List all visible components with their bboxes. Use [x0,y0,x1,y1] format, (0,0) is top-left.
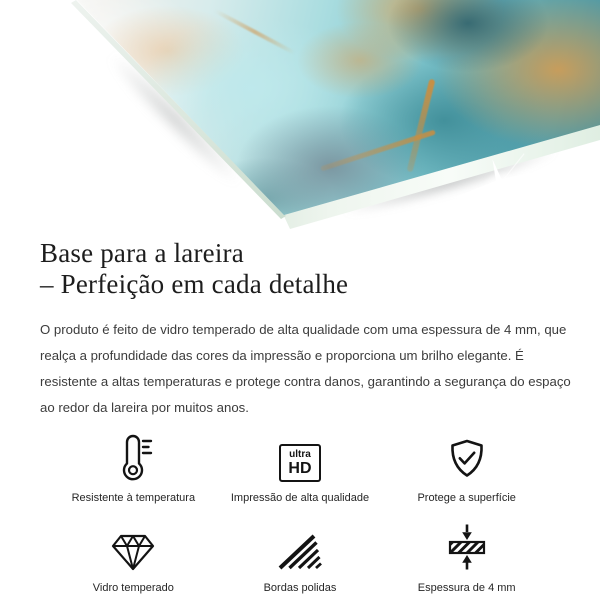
thickness-icon [445,524,489,572]
title-line-1: Base para a lareira [40,238,244,268]
gold-vein [320,130,436,172]
feature-label: Impressão de alta qualidade [230,492,370,505]
feature-print-quality [217,434,384,504]
diamond-icon [110,524,156,572]
feature-label: Bordas polidas [263,582,337,595]
feature-label: Protege a superfície [417,492,516,505]
gold-vein [214,9,295,55]
feature-tempered-glass [50,524,217,594]
sparkle-icon [438,148,568,225]
thermometer-icon [111,434,155,482]
feature-temperature [50,434,217,504]
ultra-hd-icon [279,434,321,482]
product-info-section [0,232,600,594]
feature-polished-edges [217,524,384,594]
feature-label: Resistente à temperatura [71,492,196,505]
feature-label: Espessura de 4 mm [417,582,516,595]
gold-vein [407,79,436,173]
ultra-hd-text-bottom: HD [288,459,312,477]
ultra-hd-text-top: ultra [289,448,311,460]
product-description: O produto é feito de vidro temperado de alta qualidade com uma espessura de 4 mm, que realça a profundidade das cores da impressão e proporciona um brilho elegante. É resistente a altas temperaturas e protege contra danos, garantindo a segurança do espaço ao redor da lareira por muitos anos. [40,322,571,415]
shield-check-icon [445,434,489,482]
features-grid [40,434,560,594]
feature-label: Vidro temperado [92,582,174,595]
polished-edges-icon [277,524,323,572]
page-title [40,238,560,300]
feature-thickness [383,524,550,594]
title-line-2: – Perfeição em cada detalhe [40,269,349,299]
feature-surface-protection [383,434,550,504]
hero-image [0,0,600,232]
